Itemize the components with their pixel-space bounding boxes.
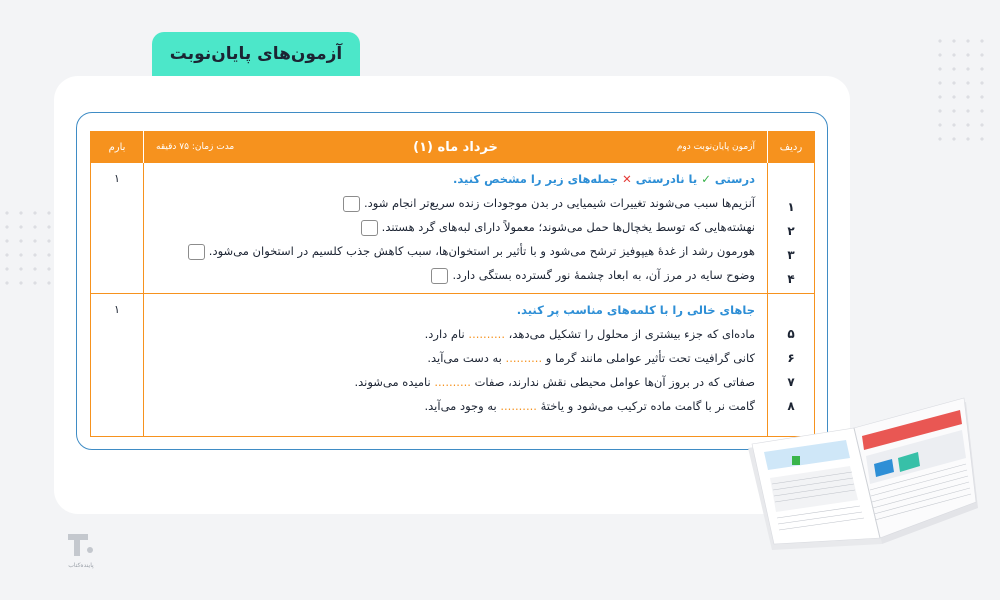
question-text: به وجود می‌آید. [424,399,501,413]
exam-header [91,131,814,163]
section-fill-blanks [91,294,814,437]
question-text: هورمون رشد از غدهٔ هیپوفیز ترشح می‌شود و با تأثیر بر استخوان‌ها، سبب کاهش جذب کلسیم در استخوان می‌شود. [208,244,755,258]
question-text: صفاتی که در بروز آن‌ها عوامل محیطی نقش ندارند، صفات [470,375,755,389]
exam-table [90,131,815,437]
header-score-label: بارم [91,131,144,163]
question-number: ۴ [787,272,795,286]
instruction-text: درستی [710,172,755,186]
instruction-text: جمله‌های زیر را مشخص کنید. [453,172,623,186]
question-text: وضوح سایه در مرز آن، به ابعاد چشمهٔ نور گسترده بستگی دارد. [452,268,755,282]
question-number: ۷ [787,375,795,389]
question-item [152,346,755,370]
decorative-dots [933,34,991,144]
exam-paper [76,112,828,450]
header-info [144,131,767,163]
question-text: به دست می‌آید. [427,351,506,365]
cross-icon: ✕ [622,172,632,186]
section-score: ۱ [91,163,144,293]
section-instruction: جاهای خالی را با کلمه‌های مناسب پر کنید. [516,303,755,317]
open-book-illustration [742,388,982,558]
answer-checkbox[interactable] [361,220,378,236]
blank-field[interactable]: .......... [468,327,505,341]
header-duration: مدت زمان: ۷۵ دقیقه [156,142,235,152]
question-number: ۱ [787,200,795,214]
page-title: آزمون‌های پایان‌نوبت [152,32,360,76]
answer-checkbox[interactable] [188,244,205,260]
header-month-title: خرداد ماه (۱) [413,139,498,155]
question-text: آنزیم‌ها سبب می‌شوند تغییرات شیمیایی در بدن موجودات زنده سریع‌تر انجام شود. [363,196,755,210]
question-number: ۸ [787,399,795,413]
section-content [144,163,767,293]
section-content [144,294,767,437]
question-item [152,239,755,263]
question-number: ۲ [787,224,795,238]
answer-checkbox[interactable] [343,196,360,212]
question-item [152,394,755,418]
instruction-text: یا نادرستی [631,172,702,186]
section-instruction [152,167,755,191]
blank-field[interactable]: .......... [500,399,537,413]
blank-field[interactable]: .......... [505,351,543,365]
brand-logo [58,528,102,562]
decorative-dots [0,206,56,290]
question-text: نهشته‌هایی که توسط یخچال‌ها حمل می‌شوند؛ معمولاً دارای لبه‌های گرد هستند. [381,220,755,234]
brand-logo-text: پاینده‌کتاب [68,562,94,569]
question-item [152,215,755,239]
blank-field[interactable]: .......... [434,375,471,389]
question-text: نامیده می‌شوند. [354,375,435,389]
answer-checkbox[interactable] [431,268,448,284]
section-score: ۱ [91,294,144,437]
question-item [152,263,755,287]
header-exam-name: آزمون پایان‌نوبت دوم [676,142,755,152]
question-text: ماده‌ای که جزء بیشتری از محلول را تشکیل می‌دهد، [504,327,755,341]
header-row-label: ردیف [767,131,814,163]
question-item [152,191,755,215]
question-text: نام دارد. [424,327,469,341]
question-number: ۵ [787,327,795,341]
question-text: گامت نر با گامت ماده ترکیب می‌شود و یاختهٔ [536,399,755,413]
question-item [152,370,755,394]
question-item [152,322,755,346]
question-number: ۳ [787,248,795,262]
question-number: ۶ [787,351,795,365]
question-text: کانی گرافیت تحت تأثیر عواملی مانند گرما و [542,351,755,365]
check-icon: ✓ [701,172,711,186]
section-true-false [91,163,814,294]
